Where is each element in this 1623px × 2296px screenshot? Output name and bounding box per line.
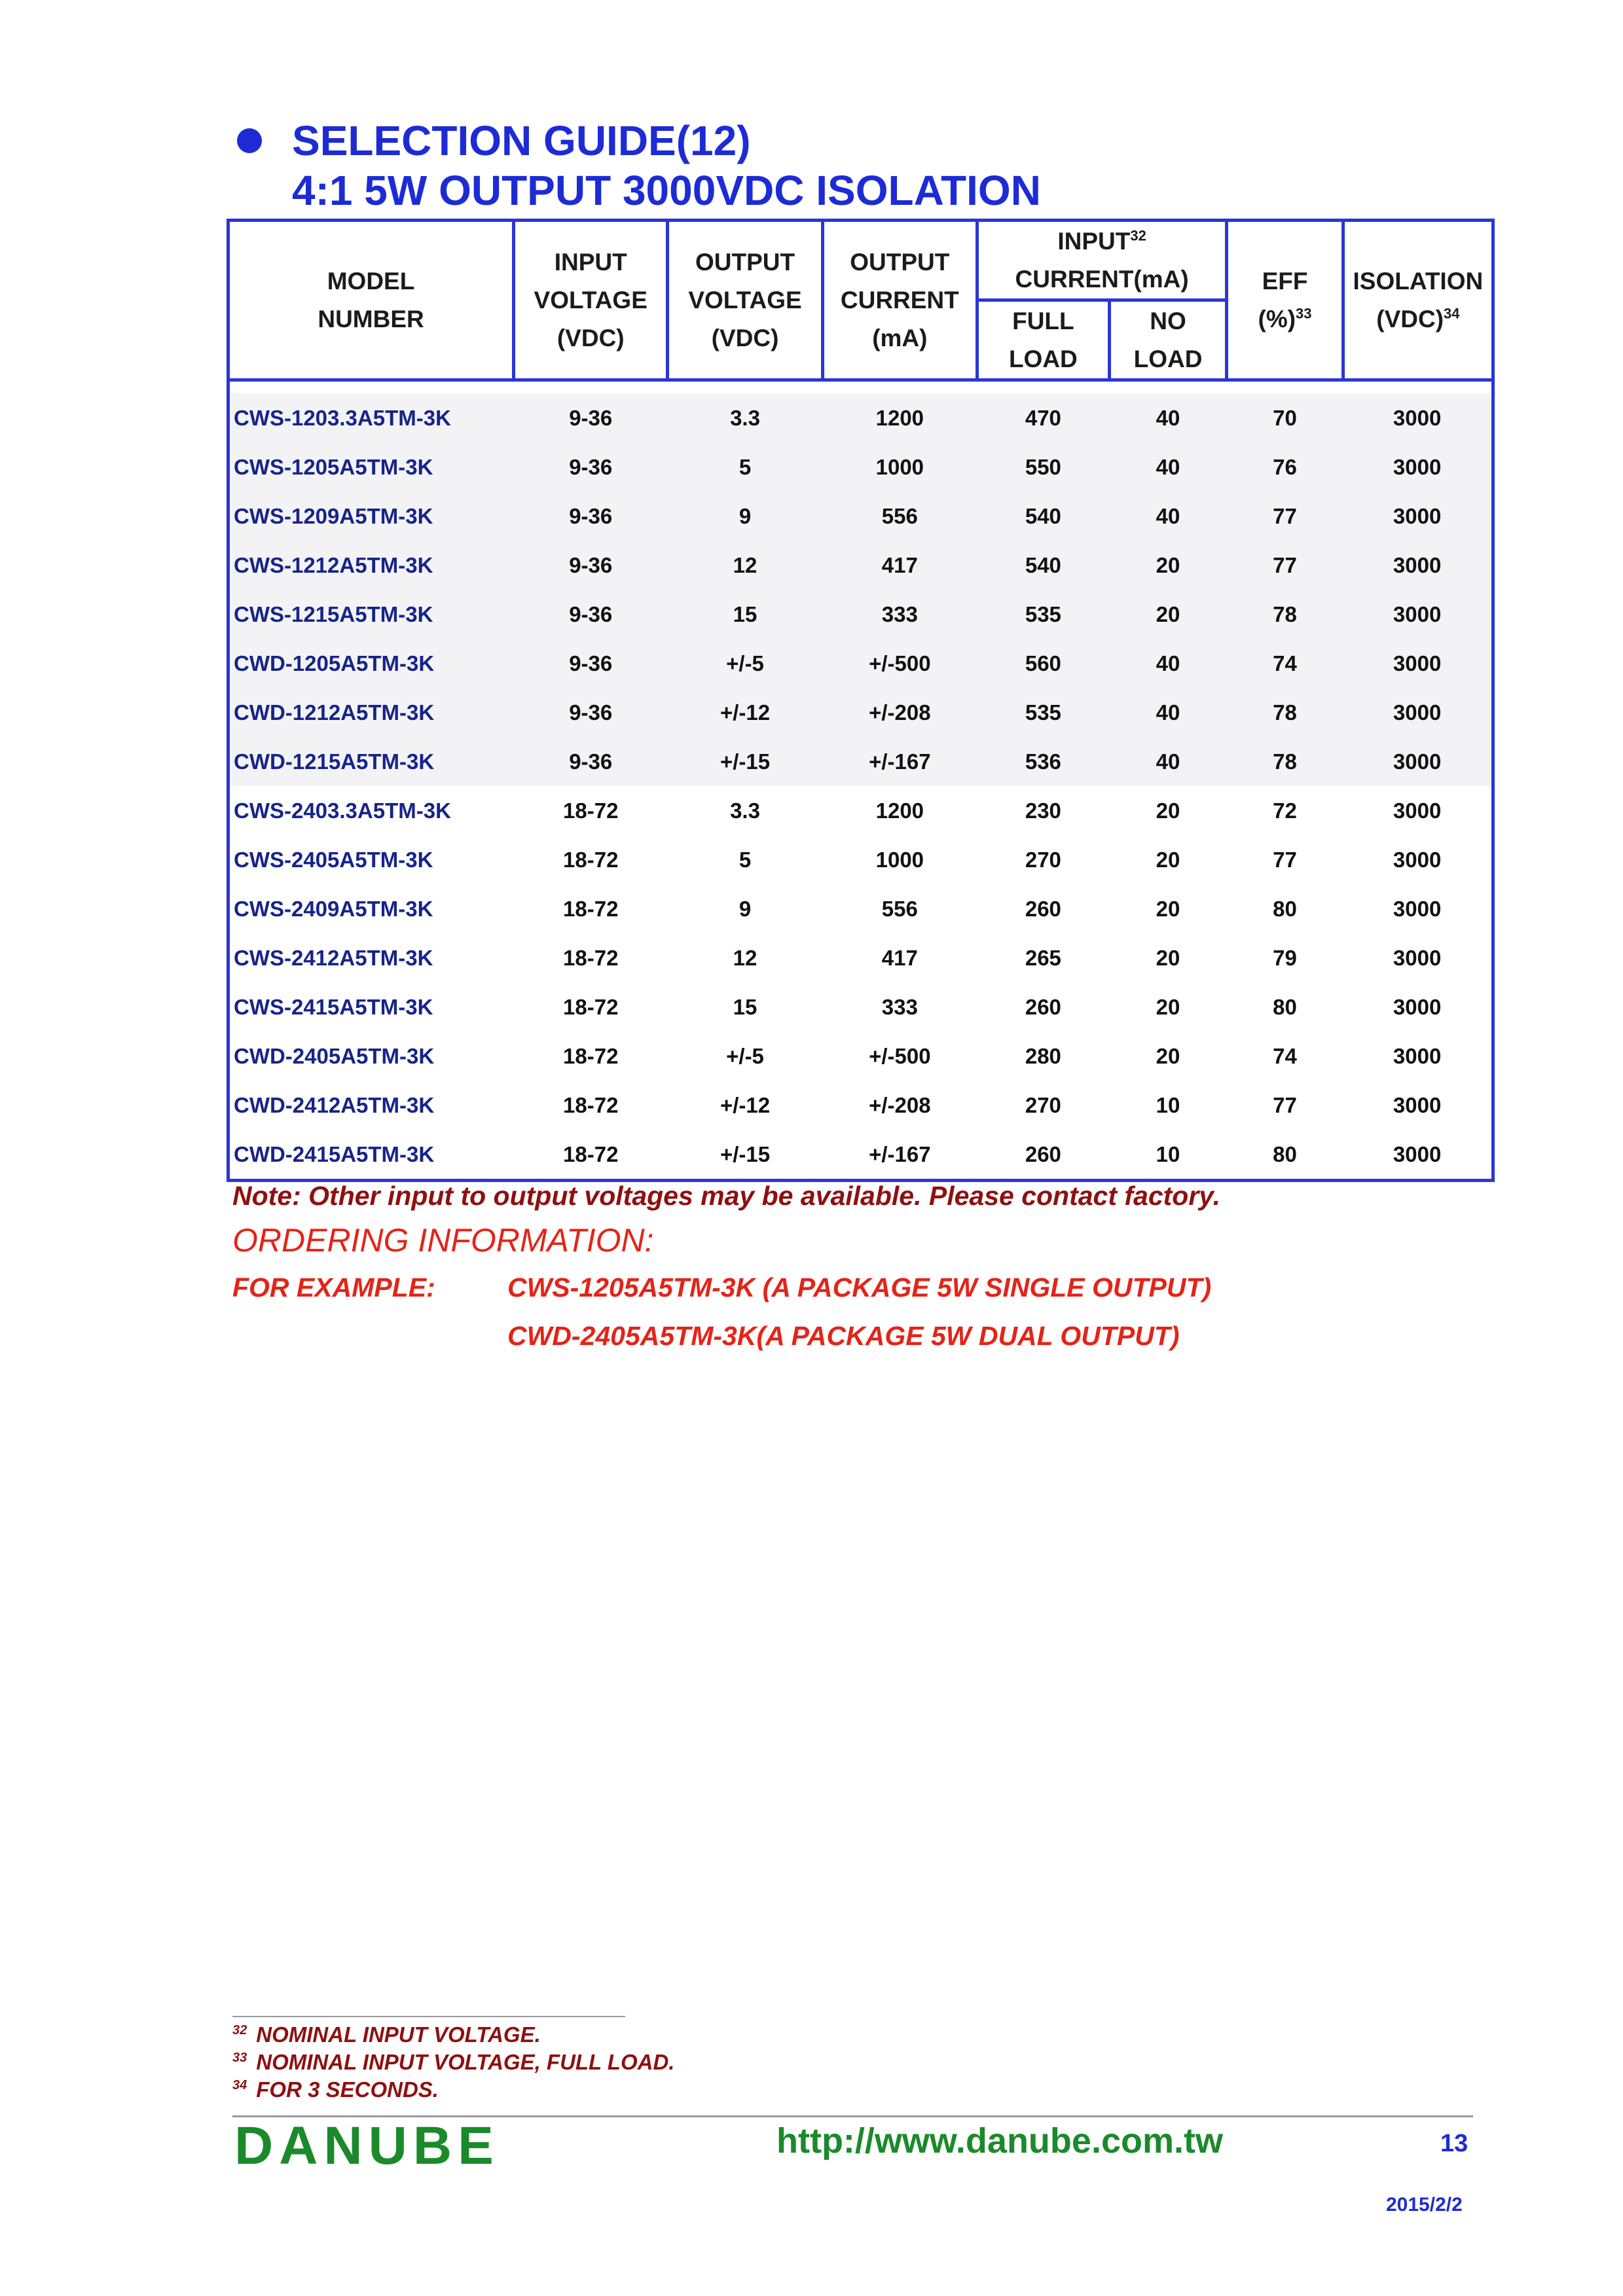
example-label: FOR EXAMPLE: [232,1272,435,1302]
table-cell: 3.3 [730,798,760,823]
table-cell: 417 [881,945,918,970]
table-cell: 3000 [1343,639,1493,688]
table-cell: 80 [1273,994,1297,1019]
header-output-voltage: OUTPUT VOLTAGE (VDC) [668,221,822,380]
model-number-cell: CWS-1215A5TM-3K [228,590,514,639]
table-row [228,639,1493,688]
table-cell: 560 [977,639,1109,688]
table-cell: +/-15 [668,737,822,786]
table-cell: 417 [822,541,977,590]
model-number-cell: CWS-2415A5TM-3K [234,994,433,1019]
table-cell: 9-36 [514,639,668,688]
table-cell: 9-36 [514,393,668,442]
table-cell: 540 [977,492,1109,541]
table-cell: 40 [1109,492,1227,541]
availability-note: Note: Other input to output voltages may be available. Please contact factory. [232,1181,1220,1211]
footnote-ref-33: 33 [1296,305,1312,322]
table-cell: 77 [1273,847,1297,872]
table-row [228,737,1493,786]
table-body [228,380,1493,1181]
table-cell: 20 [1109,541,1227,590]
header-isolation: ISOLATION (VDC)$^{34}$ [1343,221,1493,380]
footnote-33: $^{33}$ NOMINAL INPUT VOLTAGE, FULL LOAD. [232,2050,675,2074]
table-row [228,492,1493,541]
table-cell: 556 [881,896,918,921]
table-cell: 1200 [875,798,924,823]
table-cell: 270 [1025,1092,1061,1117]
table-cell: 470 [977,393,1109,442]
table-cell: 12 [733,945,757,970]
website-url[interactable]: http://www.danube.com.tw [776,2121,1223,2161]
table-cell: 20 [1156,1043,1180,1068]
model-number-cell: CWS-2405A5TM-3K [234,847,433,872]
table-cell: 9-36 [514,737,668,786]
model-number-cell: CWD-2412A5TM-3K [234,1092,435,1117]
model-number-cell: CWS-1209A5TM-3K [228,492,514,541]
table-cell: 5 [739,847,752,872]
table-cell: 3000 [1393,847,1442,872]
table-cell: +/-12 [720,1092,771,1117]
table-cell: 77 [1227,492,1343,541]
table-cell: 230 [1025,798,1061,823]
table-cell: 3000 [1393,994,1442,1019]
model-number-cell: CWD-1215A5TM-3K [228,737,514,786]
table-cell: 18-72 [563,1092,619,1117]
table-cell: 18-72 [563,847,619,872]
table-cell: 18-72 [563,1141,619,1166]
table-cell: 3000 [1393,1092,1442,1117]
table-row [228,884,1493,933]
table-row [228,1081,1493,1130]
table-cell: 77 [1273,1092,1297,1117]
table-row [228,541,1493,590]
model-number-cell: CWD-1212A5TM-3K [228,688,514,737]
table-cell: 9-36 [514,688,668,737]
table-cell: 18-72 [563,994,619,1019]
table-cell: 556 [822,492,977,541]
table-cell: 3.3 [668,393,822,442]
table-cell: +/-500 [822,639,977,688]
table-header [228,221,1493,380]
footnote-ref-34: 34 [1444,305,1460,322]
table-cell: 77 [1227,541,1343,590]
table-cell: 15 [668,590,822,639]
example-dual-output: CWD-2405A5TM-3K(A PACKAGE 5W DUAL OUTPUT) [507,1321,1180,1351]
table-cell: 78 [1227,590,1343,639]
table-cell: 78 [1227,688,1343,737]
table-cell: 40 [1109,688,1227,737]
table-cell: 20 [1156,945,1180,970]
table-cell: 3000 [1343,393,1493,442]
table-cell: 70 [1227,393,1343,442]
table-cell: 40 [1109,639,1227,688]
table-cell: 550 [977,442,1109,492]
table-cell: +/-208 [869,1092,931,1117]
table-cell: 1000 [822,442,977,492]
table-cell: 20 [1156,798,1180,823]
table-row [228,933,1493,982]
model-number-cell: CWD-1205A5TM-3K [228,639,514,688]
model-number-cell: CWS-1212A5TM-3K [228,541,514,590]
table-cell: 280 [1025,1043,1061,1068]
table-cell: +/-500 [869,1043,931,1068]
table-cell: 20 [1156,896,1180,921]
table-cell: 536 [977,737,1109,786]
table-row [228,393,1493,442]
table-cell: 78 [1227,737,1343,786]
table-cell: 18-72 [563,798,619,823]
header-no-load: NO LOAD [1109,300,1227,380]
table-cell: 3000 [1393,1043,1442,1068]
table-cell: 10 [1156,1141,1180,1166]
table-row [228,786,1493,835]
table-cell: 3000 [1393,798,1442,823]
table-cell: 76 [1227,442,1343,492]
table-cell: 9-36 [514,442,668,492]
table-cell: 1000 [875,847,924,872]
header-input-voltage: INPUT VOLTAGE (VDC) [514,221,668,380]
model-number-cell: CWS-2412A5TM-3K [234,945,433,970]
table-cell: 1200 [822,393,977,442]
table-cell: 333 [822,590,977,639]
table-cell: 79 [1273,945,1297,970]
table-cell: 9-36 [514,590,668,639]
table-cell: +/-167 [822,737,977,786]
footnote-ref-32: 32 [1130,227,1146,244]
table-cell: 40 [1109,393,1227,442]
table-row [228,688,1493,737]
table-cell: 74 [1273,1043,1297,1068]
table-row [228,442,1493,492]
footnote-32: $^{32}$ NOMINAL INPUT VOLTAGE. [232,2022,541,2047]
table-cell: 18-72 [563,896,619,921]
table-row [228,835,1493,884]
table-cell: 540 [977,541,1109,590]
table-cell: 9 [668,492,822,541]
table-row [228,982,1493,1031]
table-row [228,1130,1493,1181]
table-cell: 3000 [1343,442,1493,492]
model-number-cell: CWS-2403.3A5TM-3K [234,798,451,823]
model-number-cell: CWS-1203.3A5TM-3K [228,393,514,442]
table-cell: 5 [668,442,822,492]
table-cell: 260 [1025,896,1061,921]
table-cell: 270 [1025,847,1061,872]
table-cell: 9-36 [514,492,668,541]
table-cell: +/-5 [726,1043,764,1068]
table-cell: 3000 [1393,945,1442,970]
table-cell: 80 [1273,1141,1297,1166]
table-cell: 20 [1109,590,1227,639]
table-cell: 12 [668,541,822,590]
table-cell: 3000 [1343,688,1493,737]
table-cell: 40 [1109,442,1227,492]
footnote-divider [232,2016,625,2017]
document-date: 2015/2/2 [1386,2194,1463,2215]
table-cell: 3000 [1393,896,1442,921]
header-full-load: FULL LOAD [977,300,1109,380]
selection-guide-table [227,219,1495,1182]
table-cell: 9 [739,896,752,921]
footnote-34: $^{34}$ FOR 3 SECONDS. [232,2077,439,2102]
table-cell: 265 [1025,945,1061,970]
page-number: 13 [1440,2130,1468,2157]
table-cell: 260 [1025,1141,1061,1166]
table-cell: 20 [1156,847,1180,872]
table-cell: 20 [1156,994,1180,1019]
table-cell: +/-12 [668,688,822,737]
header-input-current: INPUT$^{32}$ CURRENT(mA) [977,221,1226,300]
table-row [228,1031,1493,1081]
example-single-output: CWS-1205A5TM-3K (A PACKAGE 5W SINGLE OUTPUT) [507,1272,1212,1302]
table-cell: 15 [733,994,757,1019]
table-cell: 3000 [1343,590,1493,639]
table-cell: 260 [1025,994,1061,1019]
table-cell: 9-36 [514,541,668,590]
table-cell: 18-72 [563,1043,619,1068]
table-cell: 3000 [1343,492,1493,541]
model-number-cell: CWD-2405A5TM-3K [234,1043,435,1068]
header-model-number: MODEL NUMBER [228,221,514,380]
table-cell: +/-5 [668,639,822,688]
section-title: SELECTION GUIDE(12) [292,117,751,164]
table-row [228,590,1493,639]
table-cell: +/-167 [869,1141,931,1166]
table-cell: +/-15 [720,1141,771,1166]
table-cell: 80 [1273,896,1297,921]
table-cell: 72 [1273,798,1297,823]
model-number-cell: CWS-2409A5TM-3K [234,896,433,921]
table-cell: 40 [1109,737,1227,786]
table-cell: 74 [1227,639,1343,688]
table-cell: 3000 [1343,737,1493,786]
table-cell: 3000 [1343,541,1493,590]
section-subtitle: 4:1 5W OUTPUT 3000VDC ISOLATION [292,167,1041,214]
table-cell: 535 [977,688,1109,737]
table-cell: 535 [977,590,1109,639]
header-efficiency: EFF (%)$^{33}$ [1227,221,1343,380]
table-cell: +/-208 [822,688,977,737]
table-cell: 3000 [1393,1141,1442,1166]
bullet-icon [237,128,262,153]
table-cell: 333 [881,994,918,1019]
model-number-cell: CWS-1205A5TM-3K [228,442,514,492]
table-cell: 10 [1156,1092,1180,1117]
model-number-cell: CWD-2415A5TM-3K [234,1141,435,1166]
table-cell: 18-72 [563,945,619,970]
ordering-title: ORDERING INFORMATION: [232,1222,654,1259]
brand-logo: DANUBE [234,2116,500,2176]
header-output-current: OUTPUT CURRENT (mA) [822,221,977,380]
